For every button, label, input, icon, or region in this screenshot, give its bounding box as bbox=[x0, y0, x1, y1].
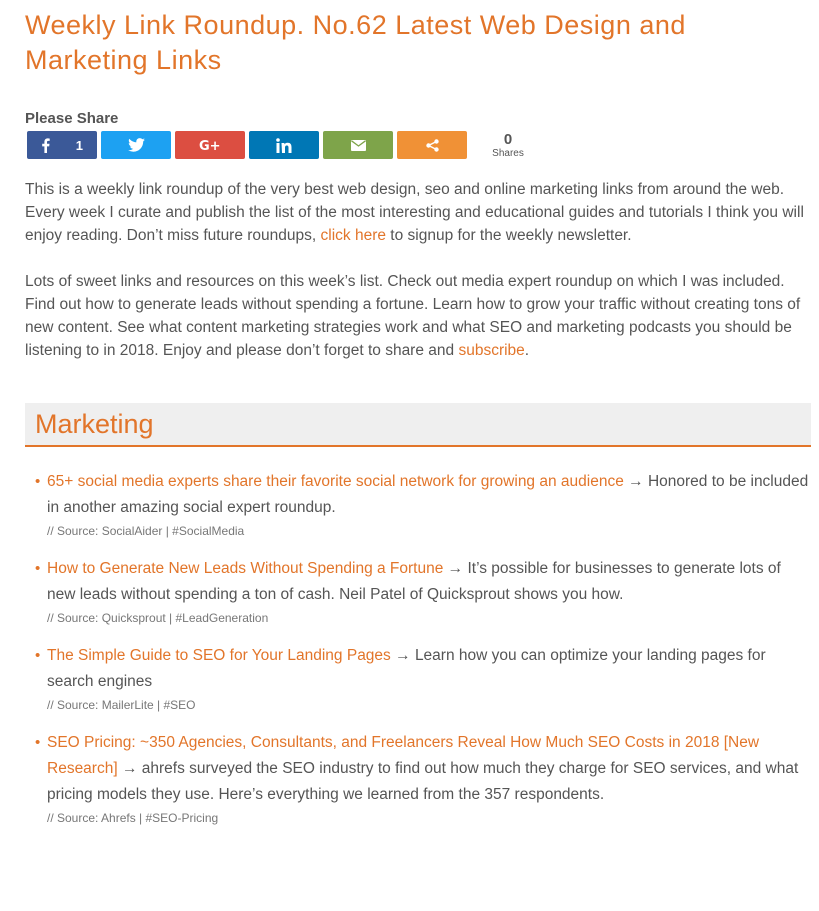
intro-text: to signup for the weekly newsletter. bbox=[386, 227, 632, 244]
facebook-icon bbox=[41, 138, 50, 153]
linkedin-share-button[interactable] bbox=[249, 131, 319, 159]
article-title: Weekly Link Roundup. No.62 Latest Web Design and Marketing Links bbox=[25, 10, 686, 75]
linkedin-icon bbox=[276, 138, 292, 153]
bullet: • bbox=[35, 560, 41, 577]
intro-text: . bbox=[524, 342, 530, 359]
total-shares-count: 0 bbox=[503, 130, 513, 148]
bullet: • bbox=[35, 473, 41, 490]
share-label: Please Share bbox=[25, 110, 119, 127]
intro-paragraph-1 bbox=[25, 178, 811, 247]
more-share-button[interactable] bbox=[397, 131, 467, 159]
item-text bbox=[47, 556, 811, 608]
bullet: • bbox=[35, 647, 41, 664]
item-source: // Source: Ahrefs | #SEO-Pricing bbox=[47, 811, 219, 825]
item-source: // Source: MailerLite | #SEO bbox=[47, 698, 196, 712]
envelope-icon bbox=[351, 140, 366, 151]
arrow-icon: → bbox=[390, 647, 415, 664]
facebook-share-count: 1 bbox=[75, 137, 83, 153]
intro-text: This is a weekly link roundup of the very best web design, seo and online marketing links from around the web. Every week I curate and publish the list of the most interesting and educational guides and tutorials I think you will enjoy reading. Don’t miss future roundups, bbox=[25, 181, 804, 244]
intro-paragraph-2 bbox=[25, 270, 811, 362]
list-item bbox=[25, 730, 811, 826]
item-source: // Source: Quicksprout | #LeadGeneration bbox=[47, 611, 269, 625]
intro-text: Lots of sweet links and resources on this week’s list. Check out media expert roundup on which I was included. Find out how to generate leads without spending a fortune. Learn how to grow your traffic without creating tons of new content. See what content marketing strategies work and what SEO and marketing podcasts you should be listening to in 2018. Enjoy and please don’t forget to share and bbox=[25, 273, 801, 359]
subscribe-link[interactable]: subscribe bbox=[458, 342, 525, 359]
list-item bbox=[25, 643, 811, 713]
article-link[interactable]: How to Generate New Leads Without Spending a Fortune bbox=[47, 560, 444, 577]
google-plus-share-button[interactable] bbox=[175, 131, 245, 159]
email-share-button[interactable] bbox=[323, 131, 393, 159]
svg-text:G+: G+ bbox=[199, 139, 221, 152]
item-description: ahrefs surveyed the SEO industry to find out how much they charge for SEO services, and what pricing models they use. Here’s everything we learned from the 357 respondents. bbox=[47, 760, 799, 803]
share-icon bbox=[426, 139, 439, 152]
article-link[interactable]: 65+ social media experts share their favorite social network for growing an audience bbox=[47, 473, 624, 490]
total-shares bbox=[483, 132, 533, 159]
item-description: It’s possible for businesses to generate lots of new leads without spending a ton of cash. Neil Patel of Quicksprout shows you how. bbox=[47, 560, 781, 603]
arrow-icon: → bbox=[117, 760, 142, 777]
list-item bbox=[25, 556, 811, 626]
article bbox=[25, 0, 811, 843]
item-description: Honored to be included in another amazing social expert roundup. bbox=[47, 473, 809, 516]
arrow-icon: → bbox=[443, 560, 468, 577]
section-header bbox=[25, 403, 811, 447]
google-plus-icon bbox=[199, 138, 221, 152]
item-source: // Source: SocialAider | #SocialMedia bbox=[47, 524, 245, 538]
signup-link[interactable]: click here bbox=[320, 227, 386, 244]
arrow-icon: → bbox=[623, 473, 648, 490]
item-text bbox=[47, 469, 811, 521]
item-description: Learn how you can optimize your landing pages for search engines bbox=[47, 647, 766, 690]
section-title: Marketing bbox=[35, 408, 154, 439]
twitter-icon bbox=[128, 138, 145, 152]
share-bar bbox=[27, 131, 811, 159]
total-shares-label: Shares bbox=[492, 147, 524, 159]
link-list bbox=[25, 469, 811, 826]
article-link[interactable]: SEO Pricing: ~350 Agencies, Consultants, and Freelancers Reveal How Much SEO Costs in 2018 [New Research] bbox=[47, 734, 760, 777]
item-text bbox=[47, 643, 811, 695]
article-link[interactable]: The Simple Guide to SEO for Your Landing Pages bbox=[47, 647, 391, 664]
item-text bbox=[47, 730, 811, 808]
twitter-share-button[interactable] bbox=[101, 131, 171, 159]
list-item bbox=[25, 469, 811, 539]
facebook-share-button[interactable] bbox=[27, 131, 97, 159]
bullet: • bbox=[35, 734, 41, 751]
